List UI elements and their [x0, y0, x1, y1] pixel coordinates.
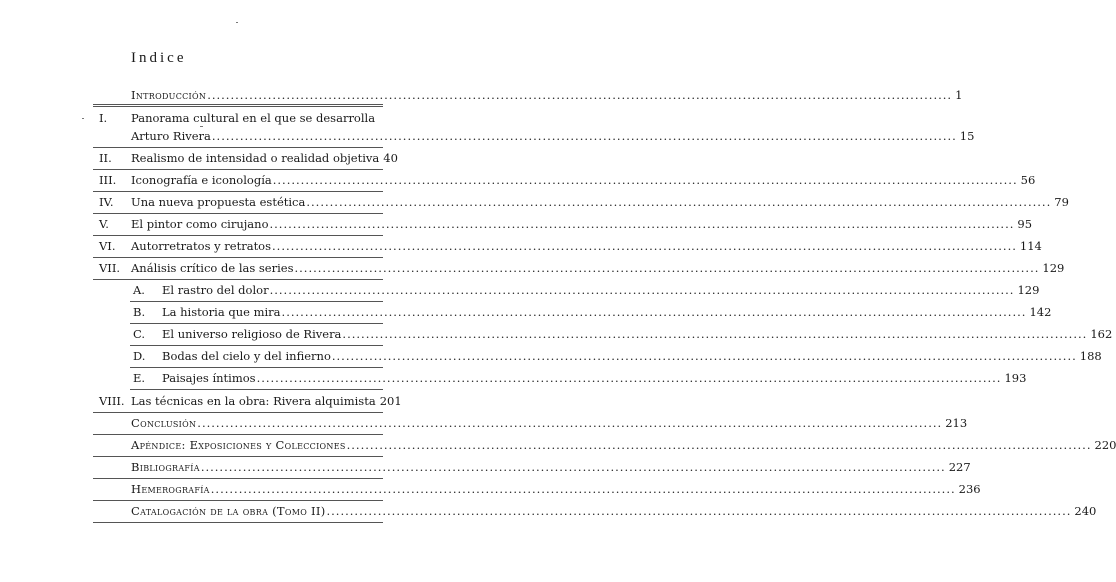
toc-entry-page: 240 [1074, 504, 1097, 518]
toc-entry-number: III. [99, 173, 117, 187]
toc-entry-page: 1 [955, 88, 963, 102]
dot-leader: ................................................................................................................................................................ [207, 88, 953, 102]
toc-entry-label: Las técnicas en la obra: Rivera alquimista [131, 394, 376, 408]
toc-entry [99, 214, 1033, 234]
dot-leader: ................................................................................................................................................................ [210, 482, 956, 496]
toc-entry-label: Autorretratos y retratos [131, 239, 272, 253]
toc-entry-label: Panorama cultural en el que se desarrolla [131, 111, 376, 125]
dot-leader: ................................................................................................................................................................ [197, 416, 943, 430]
toc-entry-label: Introducción [131, 88, 207, 102]
dot-leader: ................................................................................................................................................................ [281, 305, 1027, 319]
toc-entry-page: 213 [945, 416, 968, 430]
row-divider [93, 106, 383, 107]
toc-entry-number: B. [133, 305, 146, 319]
dot-leader: ................................................................................................................................................................ [326, 504, 1072, 518]
scan-speck [200, 126, 203, 127]
toc-entry [131, 126, 975, 146]
toc-entry-label: El universo religioso de Rivera [162, 327, 342, 341]
toc-entry [131, 413, 968, 433]
toc-entry [131, 85, 963, 105]
toc-entry-label: Hemerografía [131, 482, 210, 496]
top-divider [93, 104, 383, 105]
toc-entry-number: I. [99, 111, 108, 125]
toc-entry-page: 220 [1094, 438, 1116, 452]
toc-entry [131, 435, 1116, 455]
toc-entry-number: VII. [99, 261, 121, 275]
toc-entry-page: 236 [958, 482, 981, 496]
toc-entry-page: 129 [1042, 261, 1065, 275]
dot-leader: ................................................................................................................................................................ [269, 283, 1015, 297]
toc-entry [99, 108, 376, 128]
toc-entry-page: 56 [1020, 173, 1036, 187]
toc-entry-page: 95 [1017, 217, 1033, 231]
toc-entry [99, 170, 1036, 190]
toc-entry-label: Realismo de intensidad o realidad objetiva [131, 151, 380, 165]
toc-entry-label: Análisis crítico de las series [131, 261, 294, 275]
toc-entry [133, 280, 1040, 300]
toc-entry [133, 368, 1027, 388]
dot-leader: ................................................................................................................................................................ [272, 173, 1018, 187]
toc-entry-label: Apéndice: Exposiciones y Colecciones [131, 438, 346, 452]
toc-entry [133, 302, 1052, 322]
toc-entry-page: 201 [379, 394, 402, 408]
row-divider [93, 522, 383, 523]
toc-entry-page: 129 [1017, 283, 1040, 297]
dot-leader: ................................................................................................................................................................ [342, 327, 1088, 341]
toc-entry-label: El pintor como cirujano [131, 217, 269, 231]
dot-leader: ................................................................................................................................................................ [346, 438, 1092, 452]
toc-entry-number: V. [99, 217, 109, 231]
scan-speck [236, 22, 238, 23]
toc-entry-label: Bibliografía [131, 460, 200, 474]
toc-entry [133, 346, 1102, 366]
toc-entry-page: 40 [383, 151, 398, 165]
row-divider [130, 389, 383, 390]
toc-entry-label: Catalogación de la obra (Tomo II) [131, 504, 326, 518]
toc-entry-number: II. [99, 151, 112, 165]
toc-entry-label: Conclusión [131, 416, 197, 430]
toc-entry-page: 162 [1090, 327, 1113, 341]
toc-entry-number: C. [133, 327, 146, 341]
toc-entry-page: 15 [959, 129, 975, 143]
toc-entry-label: Paisajes íntimos [162, 371, 256, 385]
dot-leader: ................................................................................................................................................................ [269, 217, 1015, 231]
toc-entry [131, 457, 971, 477]
dot-leader: ................................................................................................................................................................ [294, 261, 1040, 275]
dot-leader: ................................................................................................................................................................ [200, 460, 946, 474]
dot-leader: ................................................................................................................................................................ [211, 129, 957, 143]
toc-entry-page: 227 [948, 460, 971, 474]
toc-entry-number: IV. [99, 195, 114, 209]
toc-entry [131, 479, 981, 499]
dot-leader: ................................................................................................................................................................ [331, 349, 1077, 363]
toc-entry-page: 114 [1019, 239, 1042, 253]
toc-entry-number: D. [133, 349, 146, 363]
page-title: Indice [131, 50, 187, 66]
toc-entry-label: El rastro del dolor [162, 283, 269, 297]
toc-entry [133, 324, 1113, 344]
toc-entry-number: E. [133, 371, 146, 385]
toc-entry-page: 193 [1004, 371, 1027, 385]
toc-entry-page: 188 [1079, 349, 1102, 363]
scan-speck [82, 118, 84, 119]
toc-entry [131, 501, 1097, 521]
toc-entry-page: 142 [1029, 305, 1052, 319]
toc-entry-label: Arturo Rivera [131, 129, 211, 143]
toc-entry [99, 148, 398, 168]
toc-entry-label: Bodas del cielo y del infierno [162, 349, 331, 363]
dot-leader: ................................................................................................................................................................ [256, 371, 1002, 385]
toc-entry-label: Una nueva propuesta estética [131, 195, 306, 209]
toc-entry [99, 258, 1065, 278]
toc-entry-page: 79 [1054, 195, 1069, 209]
toc-entry-label: La historia que mira [162, 305, 281, 319]
toc-entry [99, 391, 402, 411]
dot-leader: ................................................................................................................................................................ [306, 195, 1052, 209]
toc-entry-label: Iconografía e iconología [131, 173, 272, 187]
toc-entry-number: A. [133, 283, 145, 297]
toc-entry-number: VI. [99, 239, 116, 253]
toc-entry [99, 192, 1069, 212]
toc-entry [99, 236, 1042, 256]
toc-entry-number: VIII. [99, 394, 125, 408]
dot-leader: ................................................................................................................................................................ [272, 239, 1017, 253]
